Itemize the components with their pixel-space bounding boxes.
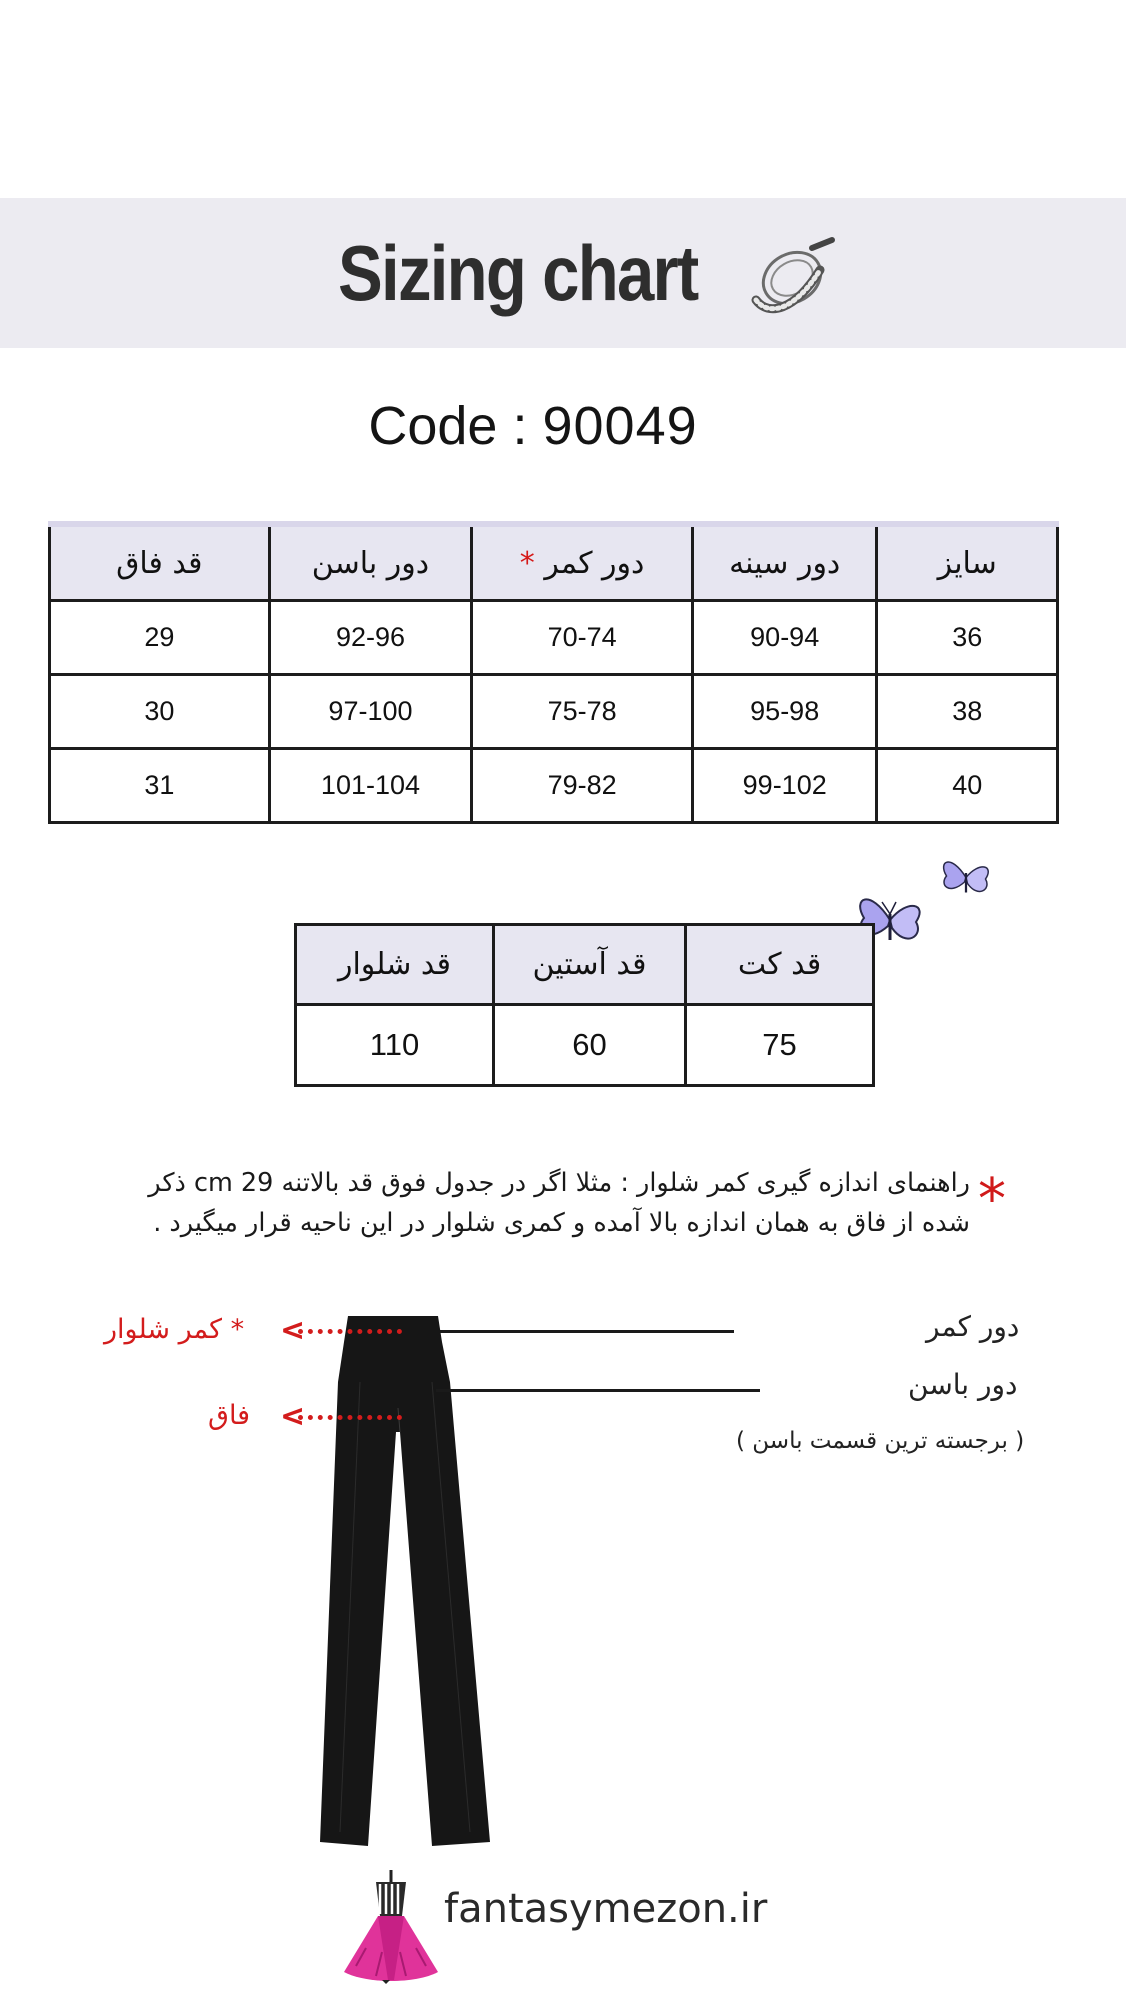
cell-hip: 97-100 [269,675,472,749]
header-sleeve-length: قد آستین [494,925,686,1005]
header-pants-length: قد شلوار [296,925,494,1005]
measurement-note [112,1163,970,1243]
cell-waist: 79-82 [472,749,693,823]
length-table [294,923,875,1087]
table-row [50,675,1058,749]
header-waist-star: * [519,545,535,581]
cell-waist: 75-78 [472,675,693,749]
dress-mannequin-icon [336,1868,446,1984]
rise-arrow-icon: < [280,1399,306,1434]
rise-dotted-line [298,1415,402,1420]
cell-rise: 30 [50,675,270,749]
header-size: سایز [877,524,1058,601]
pants-waist-label: * کمر شلوار [104,1314,245,1345]
page-title: Sizing chart [338,229,698,317]
hip-note: ( برجسته ترین قسمت باسن ) [736,1428,1025,1454]
header-waist-label: دور کمر [544,545,645,581]
product-code-value: 90049 [542,396,698,456]
table-row [296,1005,874,1086]
cell-hip: 92-96 [269,601,472,675]
hip-guide-line [436,1389,760,1392]
header-rise: قد فاق [50,524,270,601]
hip-label: دور باسن [908,1368,1018,1401]
note-star-icon: * [978,1167,1006,1232]
header-chest: دور سینه [692,524,877,601]
product-code-label: Code : [368,396,528,456]
pants-waist-arrow-icon: < [280,1313,306,1348]
cell-chest: 95-98 [692,675,877,749]
size-table [48,521,1059,824]
cell-rise: 29 [50,601,270,675]
cell-chest: 90-94 [692,601,877,675]
cell-rise: 31 [50,749,270,823]
butterfly-icon [936,846,996,906]
note-line-2: شده از فاق به همان اندازه بالا آمده و کمری شلوار در این ناحیه قرار میگیرد . [153,1208,970,1238]
cell-hip: 101-104 [269,749,472,823]
cell-size: 38 [877,675,1058,749]
note-line-1: راهنمای اندازه گیری کمر شلوار : مثلا اگر در جدول فوق قد بالاتنه 29 cm ذکر [148,1168,970,1198]
cell-size: 36 [877,601,1058,675]
table-row [50,749,1058,823]
pants-illustration [300,1312,500,1850]
waist-label: دور کمر [926,1310,1020,1343]
cell-waist: 70-74 [472,601,693,675]
header-waist [472,524,693,601]
size-table-header-row [50,524,1058,601]
pants-waist-dotted-line [298,1329,402,1334]
cell-sleeve-length: 60 [494,1005,686,1086]
header-jacket-length: قد کت [686,925,874,1005]
cell-jacket-length: 75 [686,1005,874,1086]
product-code [0,395,1066,457]
header-hip: دور باسن [269,524,472,601]
waist-guide-line [440,1330,734,1333]
rise-label: فاق [208,1400,251,1431]
cell-pants-length: 110 [296,1005,494,1086]
cell-chest: 99-102 [692,749,877,823]
cell-size: 40 [877,749,1058,823]
site-url: fantasymezon.ir [444,1886,768,1932]
table-row [50,601,1058,675]
length-table-header-row [296,925,874,1005]
measuring-tape-icon [742,232,838,328]
